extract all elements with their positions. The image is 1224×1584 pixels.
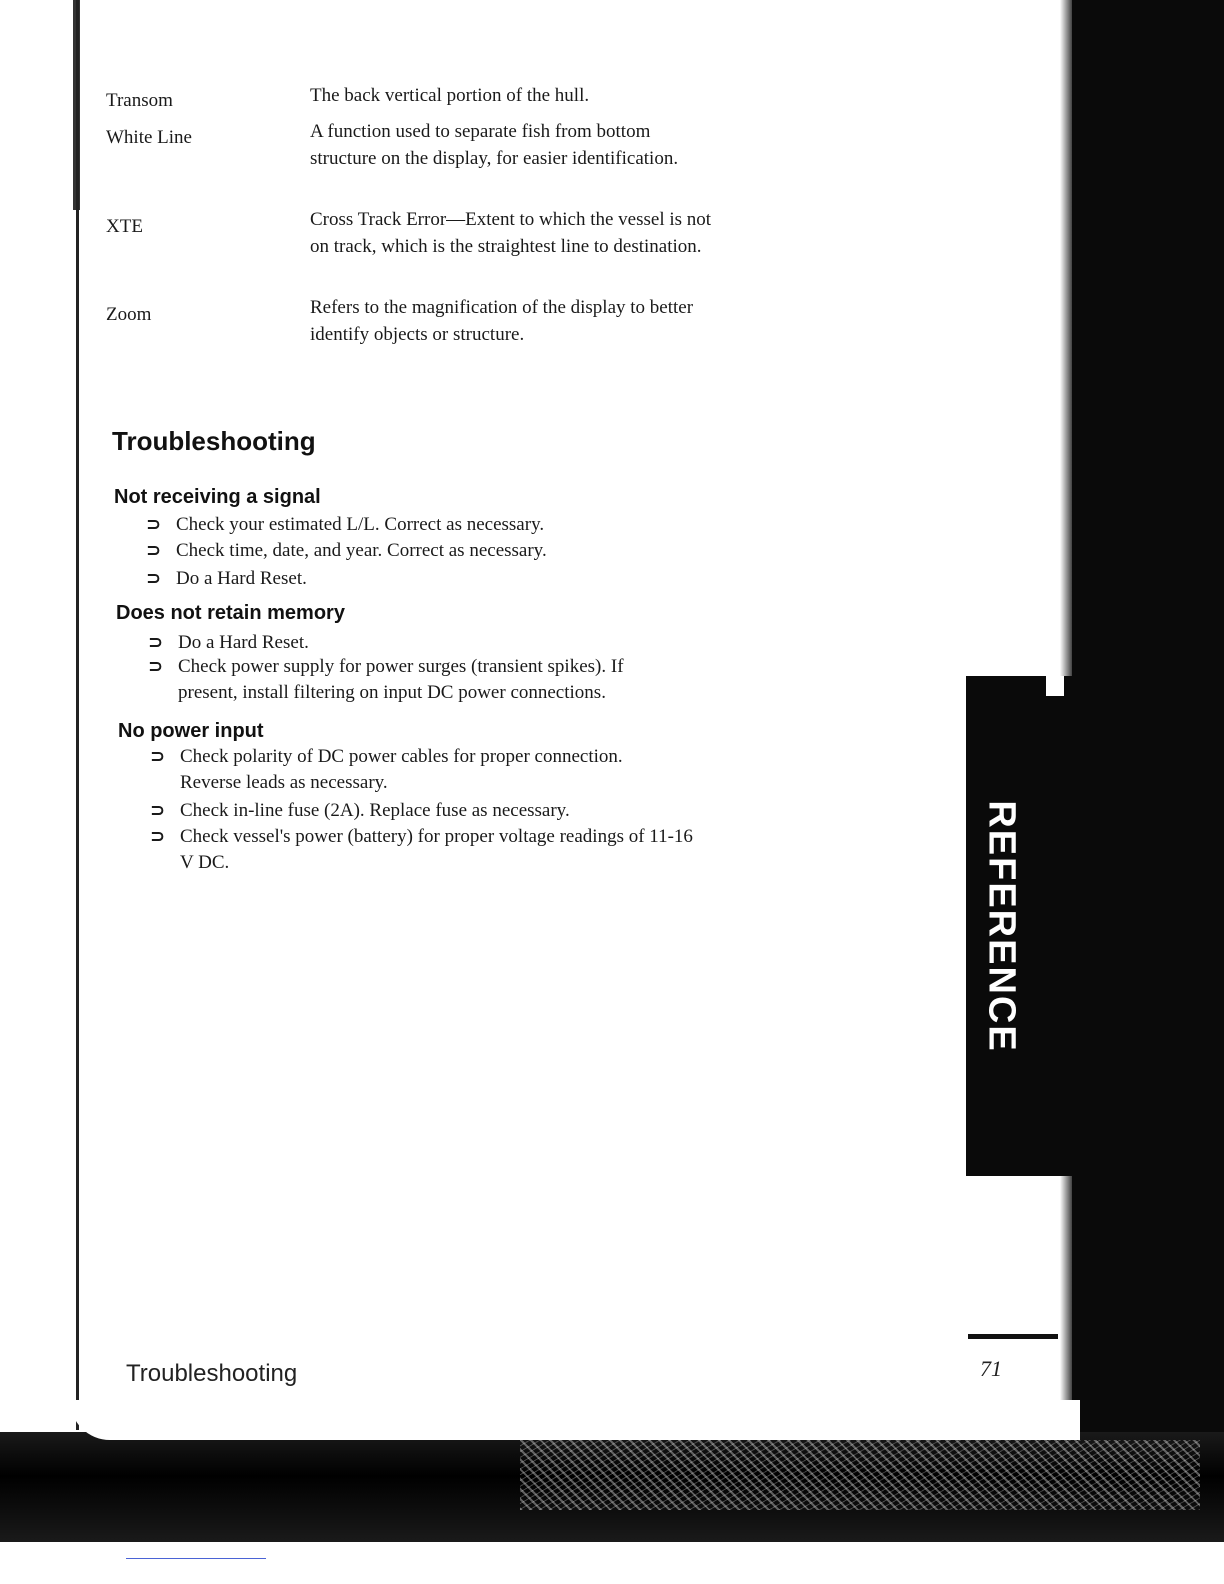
glossary-definition: Cross Track Error—Extent to which the vessel is not on track, which is the straightest line to destination.	[310, 209, 712, 257]
section-tab-label-container	[966, 676, 1036, 1176]
glossary-term: White Line	[106, 127, 192, 148]
section-tab-label: REFERENCE	[980, 799, 1023, 1053]
list-item-text: Check power supply for power surges (transient spikes). If present, install filtering on input DC power connections.	[178, 656, 624, 703]
glossary-definition: The back vertical portion of the hull.	[310, 85, 590, 106]
list-item	[148, 630, 678, 656]
footer-chapter-title: Troubleshooting	[126, 1360, 298, 1387]
bullet-icon: ⊃	[150, 826, 166, 847]
list-item	[150, 744, 680, 796]
list-item-text: Check your estimated L/L. Correct as necessary.	[176, 514, 545, 535]
bullet-icon: ⊃	[148, 632, 164, 653]
page-bottom-curl	[70, 1400, 1080, 1440]
scan-noise	[520, 1440, 1200, 1510]
list-item	[146, 566, 656, 592]
list-item-text: Check polarity of DC power cables for proper connection. Reverse leads as necessary.	[180, 746, 623, 793]
list-item-text: Check time, date, and year. Correct as necessary.	[176, 540, 547, 561]
glossary-definition: A function used to separate fish from bottom structure on the display, for easier identification.	[310, 121, 679, 169]
bullet-icon: ⊃	[148, 656, 164, 677]
page-binding-edge	[76, 0, 79, 1430]
subsection-heading: No power input	[118, 720, 264, 742]
scan-dark-margin-right	[1072, 0, 1224, 1440]
glossary-definition: Refers to the magnification of the display to better identify objects or structure.	[310, 297, 694, 345]
glossary-term: Zoom	[106, 304, 152, 325]
subsection-heading: Does not retain memory	[116, 602, 345, 624]
bullet-icon: ⊃	[150, 746, 166, 767]
page-number: 71	[980, 1356, 1002, 1381]
list-item	[148, 654, 678, 706]
section-heading: Troubleshooting	[112, 426, 316, 456]
list-item-text: Check vessel's power (battery) for proper voltage readings of 11-16 V DC.	[180, 826, 693, 873]
bullet-icon: ⊃	[146, 514, 162, 535]
bullet-icon: ⊃	[146, 540, 162, 561]
list-item-text: Do a Hard Reset.	[178, 632, 309, 653]
underline-artifact	[126, 1558, 266, 1559]
list-item-text: Do a Hard Reset.	[176, 568, 307, 589]
footer-rule	[968, 1334, 1058, 1339]
list-item-text: Check in-line fuse (2A). Replace fuse as necessary.	[180, 800, 570, 821]
subsection-heading: Not receiving a signal	[114, 486, 321, 508]
tab-notch	[1046, 676, 1064, 696]
glossary-term: XTE	[106, 216, 143, 237]
glossary-term: Transom	[106, 90, 173, 111]
list-item	[146, 538, 656, 564]
list-item	[146, 512, 656, 538]
bullet-icon: ⊃	[150, 800, 166, 821]
list-item	[150, 798, 680, 824]
bullet-icon: ⊃	[146, 568, 162, 589]
list-item	[150, 824, 700, 876]
